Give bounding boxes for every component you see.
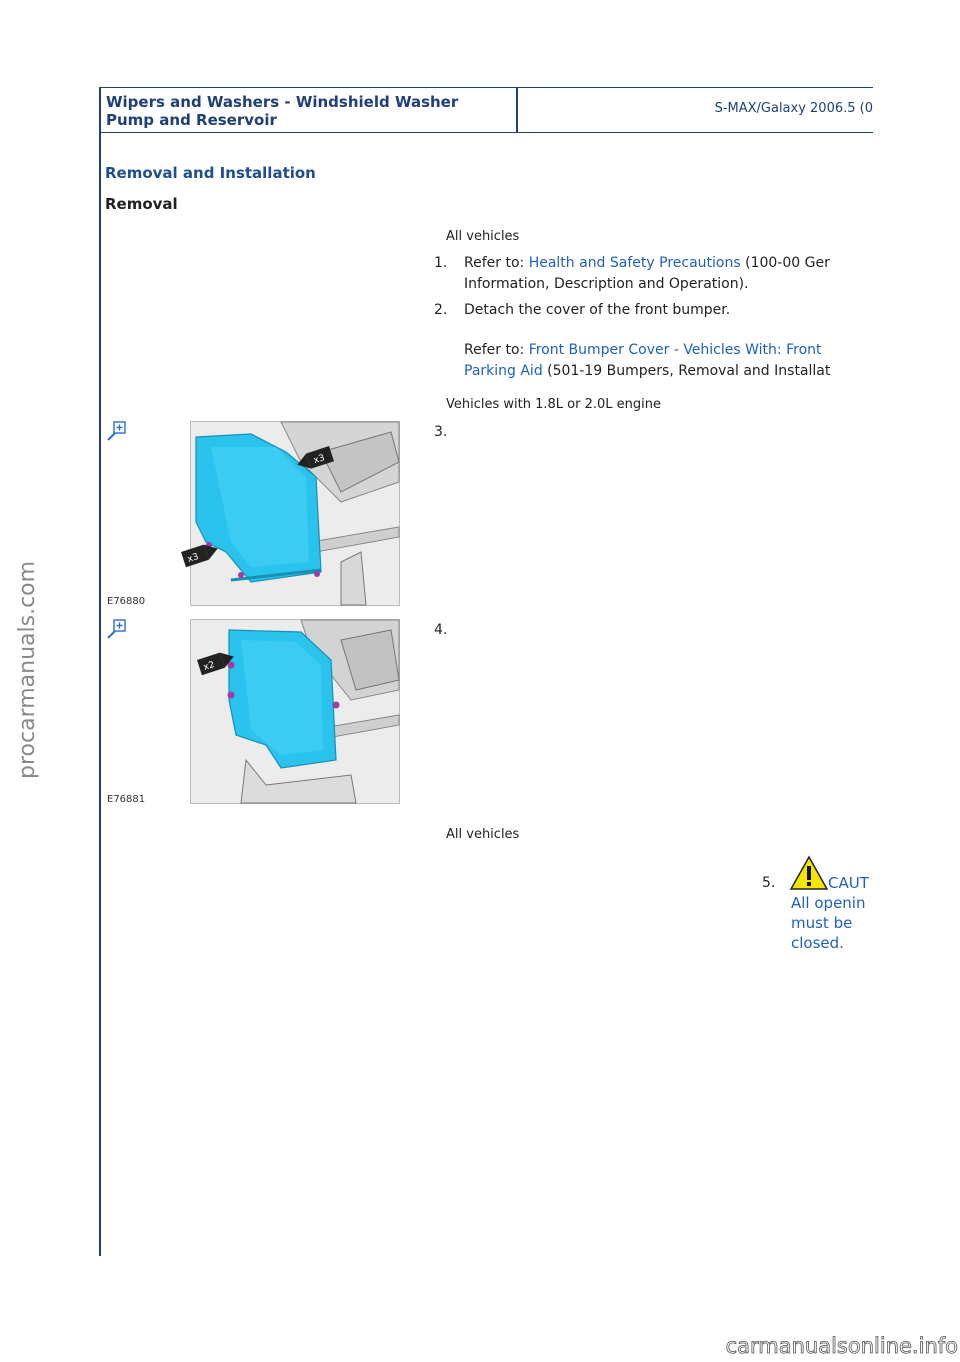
step-4-number: 4. [434, 622, 448, 638]
side-watermark [0, 525, 44, 785]
note-all-vehicles: All vehicles [446, 229, 520, 244]
zoom-icon[interactable] [107, 421, 127, 441]
subsection-title: Removal [105, 195, 178, 213]
step-1-line2: Information, Description and Operation). [464, 276, 749, 292]
note-engine: Vehicles with 1.8L or 2.0L engine [446, 397, 661, 412]
footer-watermark [560, 1332, 960, 1358]
step-1-text [464, 253, 899, 295]
figure-2-callout: x2 [202, 660, 216, 674]
figure-e76881 [190, 619, 400, 804]
step-2-number: 2. [434, 302, 448, 318]
health-safety-link[interactable]: Health and Safety Precautions [528, 255, 741, 271]
figure-e76880 [186, 421, 400, 606]
figure-1-label: E76880 [107, 596, 146, 607]
step-1-prefix: Refer to: [464, 255, 529, 271]
caution-line3: closed. [791, 934, 844, 952]
caution-text [791, 893, 873, 953]
step-2-prefix: Refer to: [464, 342, 529, 358]
figure-1-callout-right: x3 [312, 453, 327, 467]
figure-1-callout-left: x3 [186, 552, 200, 566]
left-rule [99, 88, 101, 1256]
parking-aid-link[interactable]: Parking Aid [464, 363, 543, 379]
step-1-number: 1. [434, 255, 448, 271]
zoom-icon[interactable] [107, 619, 127, 639]
step-2-text: Detach the cover of the front bumper. [464, 302, 731, 318]
step-3-number: 3. [434, 424, 448, 440]
step-1-suffix: (100-00 Ger [740, 255, 830, 271]
step-2-refer [464, 340, 899, 382]
warning-icon [790, 856, 828, 890]
caution-line2: must be [791, 914, 853, 932]
note-all-vehicles-2: All vehicles [446, 827, 520, 842]
page-title-line1: Wipers and Washers - Windshield Washer [106, 93, 459, 111]
section-title: Removal and Installation [105, 164, 316, 182]
footer-watermark-text: carmanualsonline.info [725, 1334, 958, 1358]
step-2-suffix: (501-19 Bumpers, Removal and Installat [542, 363, 831, 379]
caution-label: CAUT [828, 874, 869, 892]
header-divider [516, 88, 518, 132]
page-title-line2: Pump and Reservoir [106, 111, 277, 129]
model-label: S-MAX/Galaxy 2006.5 (0 [714, 101, 873, 116]
page-title [106, 93, 506, 129]
side-watermark-text: procarmanuals.com [15, 560, 40, 779]
step-5-number: 5. [762, 875, 776, 891]
front-bumper-cover-link[interactable]: Front Bumper Cover - Vehicles With: Front [528, 342, 822, 358]
caution-line1: All openin [791, 894, 866, 912]
figure-2-label: E76881 [107, 794, 146, 805]
